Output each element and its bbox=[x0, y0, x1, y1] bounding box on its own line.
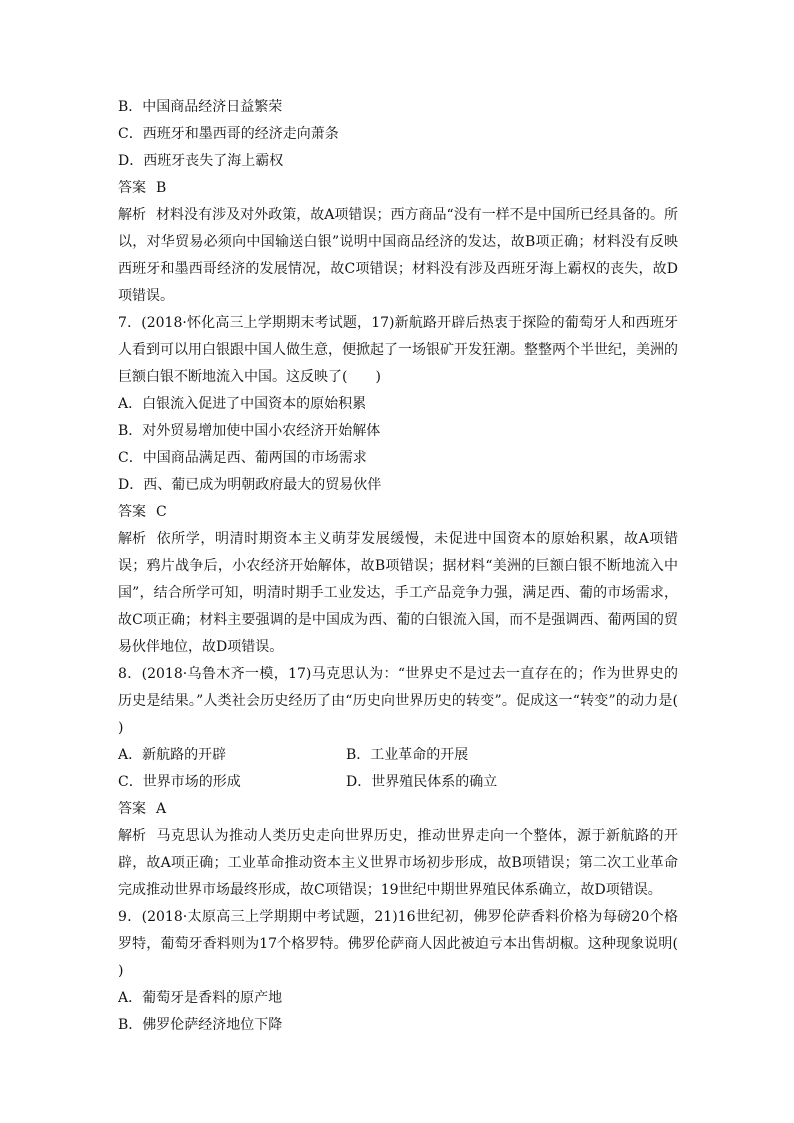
q8-option-b: B．工业革命的开展 bbox=[346, 747, 469, 763]
q8-stem: 8．(2018·乌鲁木齐一模，17)马克思认为：“世界史不是过去一直存在的；作为世界史的历史是结果。”人类社会历史经历了由“历史向世界历史的转变”。促成这一“转变”的动力是( ) bbox=[118, 666, 706, 736]
q8-option-a: A．新航路的开辟 bbox=[118, 747, 227, 763]
q8-option-c: C．世界市场的形成 bbox=[118, 774, 241, 790]
q8-options-row-1 bbox=[118, 742, 678, 769]
answer-label: 答案 bbox=[118, 180, 146, 196]
answer-value: B bbox=[156, 180, 167, 196]
answer-value: A bbox=[156, 801, 167, 817]
q9-stem: 9．(2018·太原高三上学期期中考试题，21)16世纪初，佛罗伦萨香料价格为每磅20个格罗特，葡萄牙香料则为17个格罗特。佛罗伦萨商人因此被迫亏本出售胡椒。这种现象说明( ) bbox=[118, 909, 706, 979]
q8-answer bbox=[118, 796, 678, 823]
q6-analysis bbox=[118, 202, 678, 310]
q9-option-b: B．佛罗伦萨经济地位下降 bbox=[118, 1017, 283, 1033]
q6-option-d: D．西班牙丧失了海上霸权 bbox=[118, 153, 284, 169]
analysis-label: 解析 bbox=[118, 828, 146, 844]
analysis-label: 解析 bbox=[118, 207, 146, 223]
q7-option-a: A．白银流入促进了中国资本的原始积累 bbox=[118, 396, 367, 412]
analysis-text: 依所学，明清时期资本主义萌芽发展缓慢，未促进中国资本的原始积累，故A项错误；鸦片战争后，小农经济开始解体，故B项错误；据材料“美洲的巨额白银不断地流入中国”，结合所学可知，明清时期手工业发达，手工产品竞争力强，满足西、葡的市场需求，故C项正确；材料主要强调的是中国成为西、葡的白银流入国，而不是强调西、葡两国的贸易伙伴地位，故D项错误。 bbox=[118, 531, 678, 655]
q7-stem: 7．(2018·怀化高三上学期期末考试题，17)新航路开辟后热衷于探险的葡萄牙人和西班牙人看到可以用白银跟中国人做生意，便掀起了一场银矿开发狂潮。整整两个半世纪，美洲的巨额白银不断地流入中国。这反映了( ) bbox=[118, 315, 678, 385]
q7-option-b: B．对外贸易增加使中国小农经济开始解体 bbox=[118, 423, 381, 439]
q7-answer bbox=[118, 499, 678, 526]
q7-analysis bbox=[118, 526, 678, 661]
analysis-text: 马克思认为推动人类历史走向世界历史，推动世界走向一个整体，源于新航路的开辟，故A项正确；工业革命推动资本主义世界市场初步形成，故B项错误；第二次工业革命完成推动世界市场最终形成，故C项错误；19世纪中期世界殖民体系确立，故D项错误。 bbox=[118, 828, 678, 898]
q6-option-c: C．西班牙和墨西哥的经济走向萧条 bbox=[118, 126, 339, 142]
q7-option-d: D．西、葡已成为明朝政府最大的贸易伙伴 bbox=[118, 477, 382, 493]
analysis-label: 解析 bbox=[118, 531, 146, 547]
answer-label: 答案 bbox=[118, 504, 146, 520]
analysis-text: 材料没有涉及对外政策，故A项错误；西方商品“没有一样不是中国所已经具备的。所以，对华贸易必须向中国输送白银”说明中国商品经济的发达，故B项正确；材料没有反映西班牙和墨西哥经济的发展情况，故C项错误；材料没有涉及西班牙海上霸权的丧失，故D项错误。 bbox=[118, 207, 678, 304]
q8-option-d: D．世界殖民体系的确立 bbox=[346, 774, 498, 790]
q8-options-row-2 bbox=[118, 769, 678, 796]
answer-label: 答案 bbox=[118, 801, 146, 817]
q8-analysis bbox=[118, 823, 678, 904]
document-page bbox=[118, 94, 706, 1039]
q7-option-c: C．中国商品满足西、葡两国的市场需求 bbox=[118, 450, 367, 466]
q6-option-b: B．中国商品经济日益繁荣 bbox=[118, 99, 283, 115]
answer-value: C bbox=[156, 504, 167, 520]
q9-option-a: A．葡萄牙是香料的原产地 bbox=[118, 990, 283, 1006]
q6-answer bbox=[118, 175, 678, 202]
